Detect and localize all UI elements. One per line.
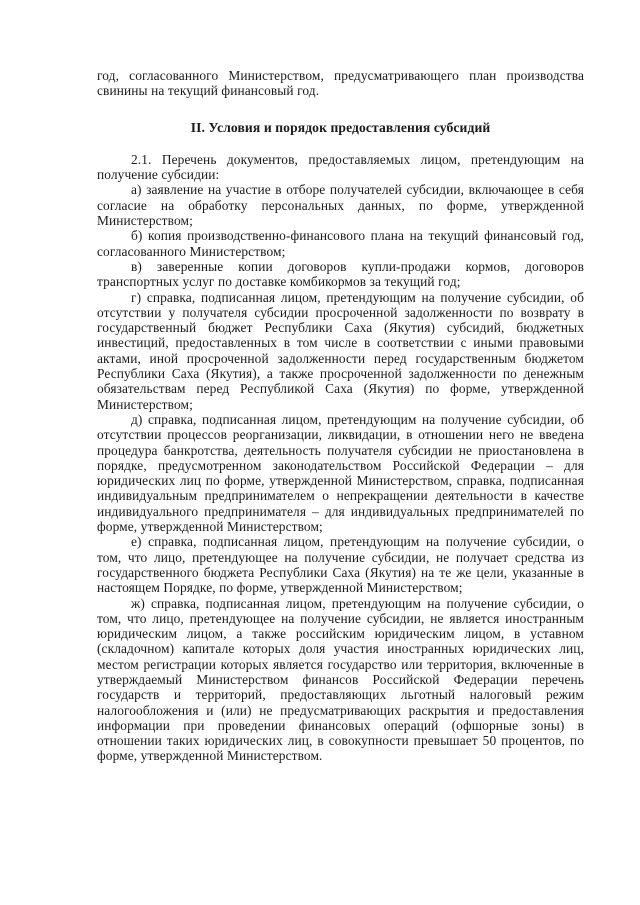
- paragraph-item-v: в) заверенные копии договоров купли-продажи кормов, договоров транспортных услуг по доставке комбикормов за текущий год;: [97, 258, 584, 290]
- paragraph-2-1: 2.1. Перечень документов, предоставляемых лицом, претендующим на получение субсидии:: [97, 151, 584, 183]
- section-title: II. Условия и порядок предоставления субсидий: [190, 119, 491, 135]
- paragraph-item-d: д) справка, подписанная лицом, претендующим на получение субсидии, об отсутствии процессов реорганизации, ликвидации, в отношении него не введена процедура банкротства, деятельность получателя субсидии не приостановлена в порядке, предусмотренном законодательством Российской Федерации – для юридических лиц по форме, утвержденной Министерством, справка, подписанная индивидуальным предпринимателем о непрекращении деятельности в качестве индивидуального предпринимателя – для индивидуальных предпринимателей по форме, утвержденной Министерством;: [97, 411, 584, 535]
- document-body: [97, 68, 584, 764]
- paragraph-item-zh: ж) справка, подписанная лицом, претендующим на получение субсидии, о том, что лицо, претендующее на получение субсидии, не является иностранным юридическим лицом, а также российским юридическим лицом, в уставном (складочном) капитале которых доля участия иностранных юридических лиц, местом регистрации которых является государство или территория, включенные в утверждаемый Министерством финансов Российской Федерации перечень государств и территорий, предоставляющих льготный налоговый режим налогообложения и (или) не предусматривающих раскрытия и предоставления информации при проведении финансовых операций (офшорные зоны) в отношении таких юридических лиц, в совокупности превышает 50 процентов, по форме, утвержденной Министерством.: [97, 595, 584, 764]
- paragraph-item-g: г) справка, подписанная лицом, претендующим на получение субсидии, об отсутствии у получателя субсидии просроченной задолженности по возврату в государственный бюджет Республики Саха (Якутия) субсидий, бюджетных инвестиций, предоставленных в том числе в соответствии с иными правовыми актами, иной просроченной задолженности перед государственным бюджетом Республики Саха (Якутия), а также просроченной задолженности по денежным обязательствам перед Республикой Саха (Якутия) по форме, утвержденной Министерством;: [97, 289, 584, 412]
- paragraph-item-a: а) заявление на участие в отборе получателей субсидии, включающее в себя согласие на обработку персональных данных, по форме, утвержденной Министерством;: [97, 182, 584, 229]
- paragraph-item-e: е) справка, подписанная лицом, претендующим на получение субсидии, о том, что лицо, претендующее на получение субсидии, не получает средства из государственного бюджета Республики Саха (Якутия) на те же цели, указанные в настоящем Порядке, по форме, утвержденной Министерством;: [97, 534, 584, 596]
- intro-paragraph: год, согласованного Министерством, предусматривающего план производства свинины на текущий финансовый год.: [97, 68, 584, 99]
- paragraph-item-b: б) копия производственно-финансового плана на текущий финансовый год, согласованного Министерством;: [97, 228, 584, 259]
